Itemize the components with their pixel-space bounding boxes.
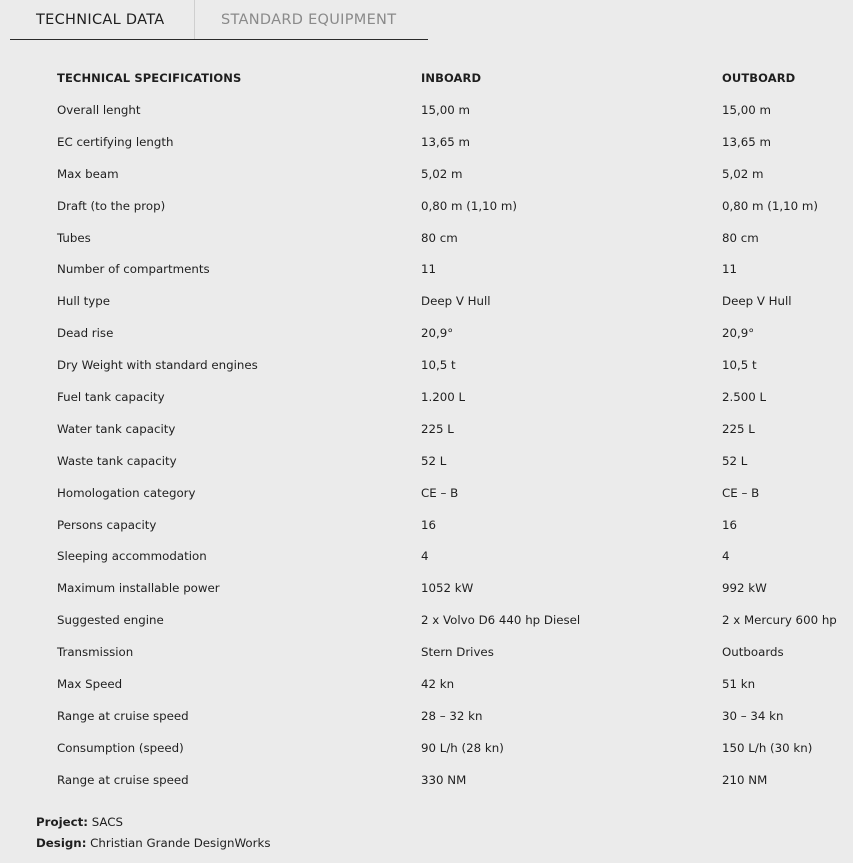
spec-label: Persons capacity [57, 517, 157, 532]
outboard-value: 2.500 L [722, 389, 767, 404]
outboard-value: 10,5 t [722, 358, 757, 373]
outboard-value: 16 [722, 517, 738, 532]
outboard-value: 20,9° [722, 326, 755, 341]
inboard-value: 5,02 m [421, 166, 463, 181]
inboard-value: 4 [421, 549, 429, 564]
inboard-value: 15,00 m [421, 102, 471, 117]
outboard-value: 51 kn [722, 676, 756, 691]
table-row [45, 540, 853, 572]
project-value: SACS [91, 815, 124, 829]
outboard-value: 5,02 m [722, 166, 764, 181]
spec-label: Overall lenght [57, 102, 141, 117]
outboard-value: 11 [722, 262, 738, 277]
spec-label: Transmission [57, 645, 134, 660]
spec-label: Water tank capacity [57, 421, 176, 436]
project-line [36, 812, 270, 833]
table-row [45, 158, 853, 190]
table-row [45, 222, 853, 254]
spec-label: Tubes [57, 230, 91, 245]
inboard-value: 42 kn [421, 676, 455, 691]
spec-label: Dead rise [57, 326, 114, 341]
table-row [45, 732, 853, 764]
credits [36, 812, 270, 854]
table-row [45, 668, 853, 700]
outboard-value: 992 kW [722, 581, 767, 596]
specifications-table [45, 62, 853, 796]
inboard-value: 10,5 t [421, 358, 456, 373]
outboard-value: 52 L [722, 453, 748, 468]
spec-label: Suggested engine [57, 613, 164, 628]
table-header-row [45, 62, 853, 94]
outboard-value: 30 – 34 kn [722, 708, 784, 723]
spec-label: Sleeping accommodation [57, 549, 207, 564]
table-row [45, 477, 853, 509]
tab-standard-equipment[interactable]: STANDARD EQUIPMENT [194, 0, 428, 39]
inboard-value: CE – B [421, 485, 459, 500]
outboard-value: 15,00 m [722, 102, 772, 117]
outboard-value: 150 L/h (30 kn) [722, 740, 813, 755]
header-outboard: OUTBOARD [722, 71, 796, 85]
inboard-value: 1.200 L [421, 389, 466, 404]
table-row [45, 381, 853, 413]
spec-label: Waste tank capacity [57, 453, 177, 468]
table-row [45, 636, 853, 668]
spec-label: Max Speed [57, 676, 123, 691]
outboard-value: 4 [722, 549, 730, 564]
table-row [45, 604, 853, 636]
inboard-value: 80 cm [421, 230, 458, 245]
inboard-value: 11 [421, 262, 437, 277]
design-label: Design: [36, 836, 87, 850]
inboard-value: 20,9° [421, 326, 454, 341]
outboard-value: Outboards [722, 645, 784, 660]
table-row [45, 413, 853, 445]
inboard-value: 16 [421, 517, 437, 532]
inboard-value: 0,80 m (1,10 m) [421, 198, 517, 213]
outboard-value: 0,80 m (1,10 m) [722, 198, 818, 213]
spec-label: Number of compartments [57, 262, 210, 277]
table-row [45, 764, 853, 796]
outboard-value: 2 x Mercury 600 hp [722, 613, 837, 628]
table-row [45, 285, 853, 317]
spec-label: Dry Weight with standard engines [57, 358, 258, 373]
table-row [45, 190, 853, 222]
spec-label: Homologation category [57, 485, 196, 500]
outboard-value: 13,65 m [722, 134, 772, 149]
table-row [45, 317, 853, 349]
project-label: Project: [36, 815, 88, 829]
spec-label: Range at cruise speed [57, 772, 189, 787]
table-row [45, 349, 853, 381]
tab-bar [10, 0, 428, 40]
inboard-value: 52 L [421, 453, 447, 468]
tab-technical-data[interactable]: TECHNICAL DATA [36, 11, 165, 28]
inboard-value: 28 – 32 kn [421, 708, 483, 723]
inboard-value: Deep V Hull [421, 294, 491, 309]
table-row [45, 700, 853, 732]
spec-label: Range at cruise speed [57, 708, 189, 723]
inboard-value: 225 L [421, 421, 454, 436]
outboard-value: 210 NM [722, 772, 768, 787]
table-row [45, 253, 853, 285]
header-specifications: TECHNICAL SPECIFICATIONS [57, 71, 242, 85]
spec-label: Fuel tank capacity [57, 389, 165, 404]
table-row [45, 126, 853, 158]
spec-label: EC certifying length [57, 134, 174, 149]
inboard-value: 330 NM [421, 772, 467, 787]
table-row [45, 445, 853, 477]
table-body [45, 94, 853, 796]
spec-label: Maximum installable power [57, 581, 220, 596]
outboard-value: 80 cm [722, 230, 759, 245]
inboard-value: Stern Drives [421, 645, 494, 660]
header-inboard: INBOARD [421, 71, 482, 85]
outboard-value: 225 L [722, 421, 755, 436]
inboard-value: 90 L/h (28 kn) [421, 740, 504, 755]
design-line [36, 833, 270, 854]
table-row [45, 509, 853, 541]
design-value: Christian Grande DesignWorks [90, 836, 271, 850]
table-row [45, 572, 853, 604]
spec-label: Max beam [57, 166, 119, 181]
outboard-value: CE – B [722, 485, 760, 500]
inboard-value: 1052 kW [421, 581, 474, 596]
table-row [45, 94, 853, 126]
inboard-value: 13,65 m [421, 134, 471, 149]
outboard-value: Deep V Hull [722, 294, 792, 309]
spec-label: Hull type [57, 294, 111, 309]
spec-label: Draft (to the prop) [57, 198, 166, 213]
spec-label: Consumption (speed) [57, 740, 184, 755]
inboard-value: 2 x Volvo D6 440 hp Diesel [421, 613, 581, 628]
